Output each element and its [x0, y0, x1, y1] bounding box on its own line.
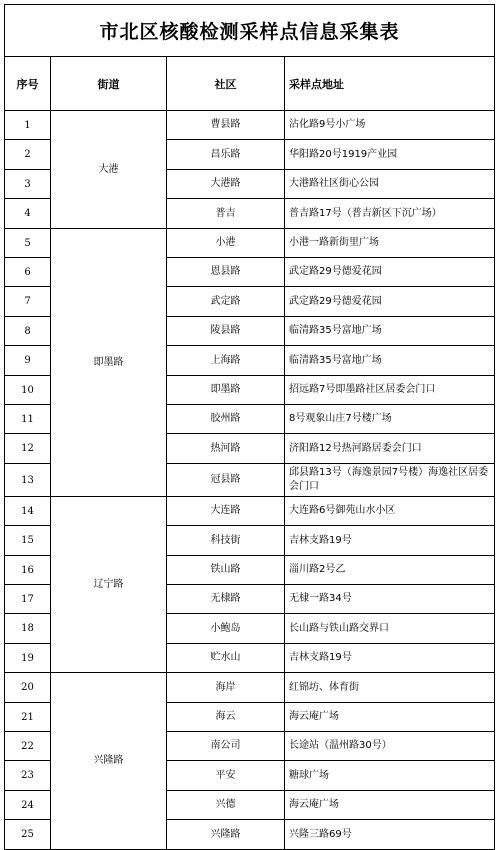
- row-community: 铁山路: [166, 555, 285, 585]
- row-address: 临清路35号富地广场: [284, 345, 495, 376]
- row-address: 红锦坊、体育街: [284, 672, 495, 703]
- row-seq: 19: [4, 643, 51, 673]
- row-address: 武定路29号德爱花园: [284, 257, 495, 287]
- row-address: 无棣一路34号: [284, 584, 495, 614]
- row-seq: 4: [4, 198, 51, 229]
- row-community: 无棣路: [166, 584, 285, 614]
- row-address: 大港路社区街心公园: [284, 169, 495, 199]
- row-community: 上海路: [166, 345, 285, 376]
- row-seq: 23: [4, 760, 51, 791]
- row-community: 海云: [166, 702, 285, 732]
- row-community: 平安: [166, 760, 285, 791]
- row-seq: 10: [4, 375, 51, 405]
- row-seq: 2: [4, 139, 51, 170]
- row-address: 大连路6号御苑山水小区: [284, 496, 495, 526]
- row-seq: 3: [4, 169, 51, 199]
- row-seq: 5: [4, 228, 51, 258]
- row-seq: 13: [4, 463, 51, 497]
- header-seq: 序号: [4, 56, 51, 111]
- row-address: 济阳路12号热河路居委会门口: [284, 433, 495, 464]
- row-community: 即墨路: [166, 375, 285, 405]
- row-community: 贮水山: [166, 643, 285, 673]
- row-community: 海岸: [166, 672, 285, 703]
- row-community: 兴隆路: [166, 819, 285, 850]
- row-address: 长山路与铁山路交界口: [284, 613, 495, 644]
- row-seq: 11: [4, 404, 51, 434]
- row-address: 武定路29号德爱花园: [284, 286, 495, 317]
- row-seq: 22: [4, 731, 51, 761]
- row-address: 普吉路17号（普吉新区下沉广场）: [284, 198, 495, 229]
- row-community: 兴德: [166, 790, 285, 820]
- row-address: 临清路35号富地广场: [284, 316, 495, 346]
- row-address: 吉林支路19号: [284, 525, 495, 556]
- table-title: 市北区核酸检测采样点信息采集表: [4, 4, 495, 57]
- row-seq: 1: [4, 110, 51, 140]
- row-seq: 15: [4, 525, 51, 556]
- row-seq: 7: [4, 286, 51, 317]
- street-cell: 兴隆路: [50, 672, 167, 850]
- row-community: 冠县路: [166, 463, 285, 497]
- row-community: 科技街: [166, 525, 285, 556]
- header-address: 采样点地址: [284, 56, 495, 111]
- row-community: 曹县路: [166, 110, 285, 140]
- row-address: 海云庵广场: [284, 790, 495, 820]
- row-seq: 16: [4, 555, 51, 585]
- row-community: 大港路: [166, 169, 285, 199]
- row-seq: 20: [4, 672, 51, 703]
- row-address: 淄川路2号乙: [284, 555, 495, 585]
- row-address: 8号观象山庄7号楼广场: [284, 404, 495, 434]
- row-address: 长途站（温州路30号）: [284, 731, 495, 761]
- row-address: 招远路7号即墨路社区居委会门口: [284, 375, 495, 405]
- row-seq: 18: [4, 613, 51, 644]
- row-address: 兴隆三路69号: [284, 819, 495, 850]
- row-address: 华阳路20号1919产业园: [284, 139, 495, 170]
- collection-table: [4, 4, 495, 847]
- row-address: 海云庵广场: [284, 702, 495, 732]
- row-seq: 6: [4, 257, 51, 287]
- row-community: 普吉: [166, 198, 285, 229]
- row-seq: 8: [4, 316, 51, 346]
- row-community: 恩县路: [166, 257, 285, 287]
- row-community: 小港: [166, 228, 285, 258]
- header-community: 社区: [166, 56, 285, 111]
- row-community: 武定路: [166, 286, 285, 317]
- row-address: 小港一路新街里广场: [284, 228, 495, 258]
- row-community: 胶州路: [166, 404, 285, 434]
- row-seq: 12: [4, 433, 51, 464]
- row-address: 糖球广场: [284, 760, 495, 791]
- row-seq: 9: [4, 345, 51, 376]
- header-street: 街道: [50, 56, 167, 111]
- row-address: 吉林支路19号: [284, 643, 495, 673]
- row-community: 昌乐路: [166, 139, 285, 170]
- row-community: 热河路: [166, 433, 285, 464]
- row-address: 邱县路13号（海逸景园7号楼）海逸社区居委会门口: [284, 463, 495, 497]
- street-cell: 大港: [50, 110, 167, 229]
- row-seq: 17: [4, 584, 51, 614]
- row-community: 陵县路: [166, 316, 285, 346]
- row-community: 小鲍岛: [166, 613, 285, 644]
- row-seq: 25: [4, 819, 51, 850]
- row-seq: 24: [4, 790, 51, 820]
- row-community: 南公司: [166, 731, 285, 761]
- street-cell: 辽宁路: [50, 496, 167, 673]
- row-community: 大连路: [166, 496, 285, 526]
- row-address: 沾化路9号小广场: [284, 110, 495, 140]
- row-seq: 21: [4, 702, 51, 732]
- street-cell: 即墨路: [50, 228, 167, 497]
- row-seq: 14: [4, 496, 51, 526]
